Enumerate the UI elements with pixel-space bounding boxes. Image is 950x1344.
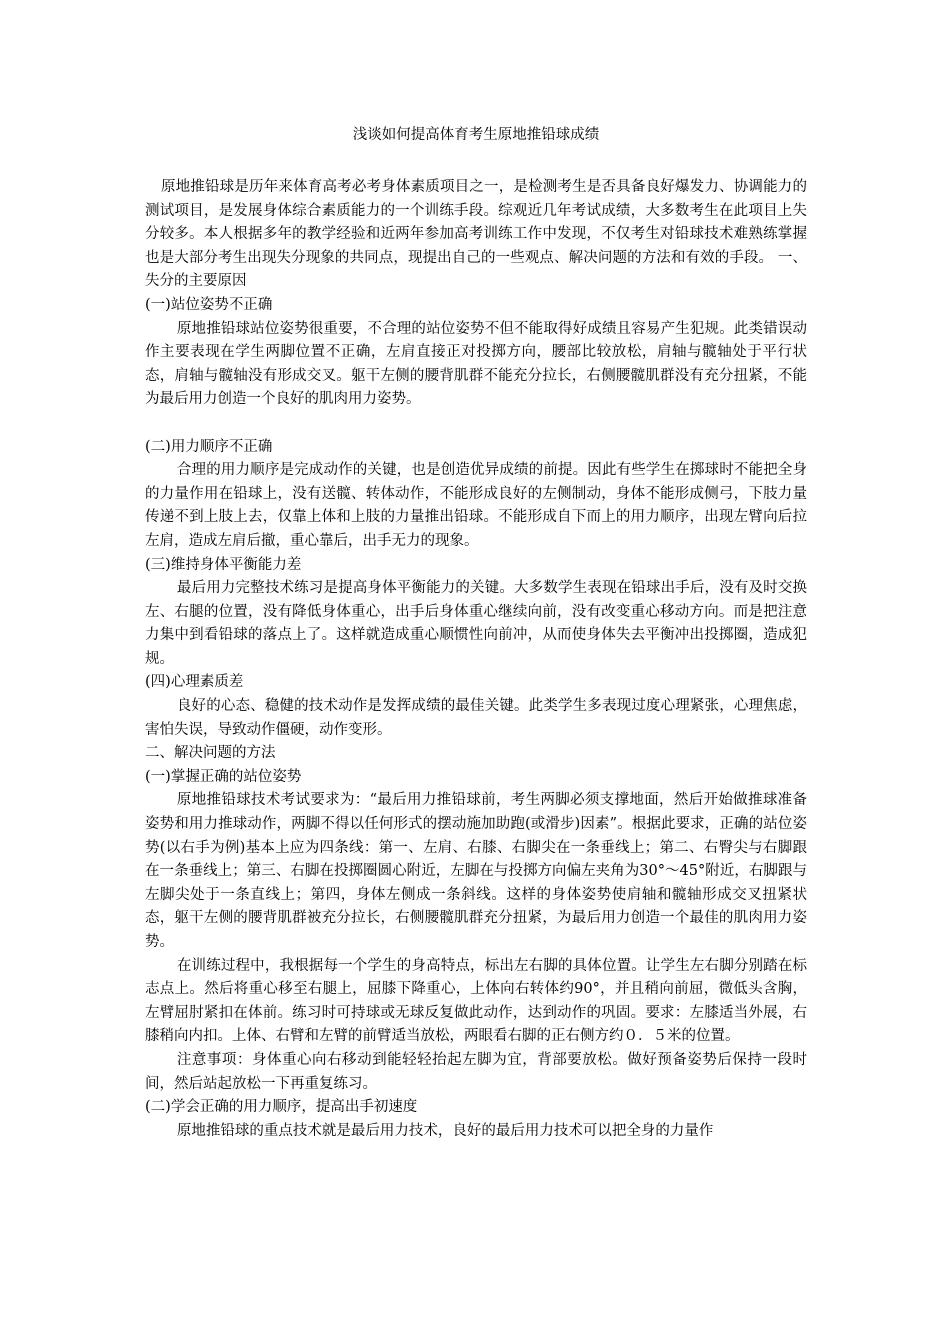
- paragraph-correct-posture-b: 在训练过程中，我根据每一个学生的身高特点，标出左右脚的具体位置。让学生左右脚分别踏在标志点上。然后将重心移至右腿上，屈膝下降重心，上体向右转体约90°，并且稍向前屈，微低头含胸，左臂屈肘紧扣在体前。练习时可持球或无球反复做此动作，达到动作的巩固。要求：左膝适当外展，右膝稍向内扣。上体、右臂和左臂的前臂适当放松，两眼看右脚的正右侧方约０．５米的位置。: [145, 957, 807, 1045]
- document-page: [145, 123, 807, 1143]
- paragraph-correct-force-order: 原地推铅球的重点技术就是最后用力技术，良好的最后用力技术可以把全身的力量作: [176, 1122, 714, 1139]
- paragraph-psychology: 良好的心态、稳健的技术动作是发挥成绩的最佳关键。此类学生多表现过度心理紧张，心理焦虑，害怕失误，导致动作僵硬，动作变形。: [145, 698, 807, 738]
- section-heading-solutions: 二、解决问题的方法: [145, 745, 276, 762]
- paragraph-force-order: 合理的用力顺序是完成动作的关键，也是创造优异成绩的前提。因此有些学生在掷球时不能把全身的力量作用在铅球上，没有送髋、转体动作，不能形成良好的左侧制动，身体不能形成侧弓，下肢力量传递不到上肢上去，仅靠上体和上肢的力量推出铅球。不能形成自下而上的用力顺序，出现左臂向后拉左肩，造成左肩后撤，重心靠后，出手无力的现象。: [145, 462, 807, 549]
- paragraph-correct-posture-a: 原地推铅球技术考试要求为：“最后用力推铅球前，考生两脚必须支撑地面，然后开始做推球准备姿势和用力推球动作，两脚不得以任何形式的摆动施加助跑(或滑步)因素”。根据此要求，正确的站位姿势(以右手为例)基本上应为四条线：第一、左肩、右膝、右脚尖在一条垂线上；第二、右臀尖与右脚跟在一条垂线上；第三、右脚在投掷圈圆心附近，左脚在与投掷方向偏左夹角为30°～45°附近，右脚跟与左脚尖处于一条直线上；第四，身体左侧成一条斜线。这样的身体姿势使肩轴和髋轴形成交叉扭紧状态，躯干左侧的腰背肌群被充分拉长，右侧腰髋肌群充分扭紧，为最后用力创造一个最佳的肌肉用力姿势。: [145, 792, 807, 950]
- paragraph-balance: 最后用力完整技术练习是提高身体平衡能力的关键。大多数学生表现在铅球出手后，没有及时交换左、右腿的位置，没有降低身体重心，出手后身体重心继续向前，没有改变重心移动方向。而是把注意力集中到看铅球的落点上了。这样就造成重心顺惯性向前冲，从而使身体失去平衡冲出投掷圈，造成犯规。: [145, 580, 807, 667]
- section-heading-correct-force-order: (二)学会正确的用力顺序，提高出手初速度: [145, 1099, 418, 1116]
- section-heading-balance: (三)维持身体平衡能力差: [145, 556, 302, 573]
- intro-paragraph: 原地推铅球是历年来体育高考必考身体素质项目之一，是检测考生是否具备良好爆发力、协调能力的测试项目，是发展身体综合素质能力的一个训练手段。综观近几年考试成绩，大多数考生在此项目上失分较多。本人根据多年的教学经验和近两年参加高考训练工作中发现，不仅考生对铅球技术难熟练掌握也是大部分考生出现失分现象的共同点，现提出自己的一些观点、解决问题的方法和有效的手段。 一、失分的主要原因: [145, 179, 807, 290]
- section-heading-psychology: (四)心理素质差: [145, 674, 244, 691]
- section-heading-correct-posture: (一)掌握正确的站位姿势: [145, 768, 302, 785]
- page-title: 浅谈如何提高体育考生原地推铅球成绩: [352, 127, 600, 143]
- paragraph-standing-posture: 原地推铅球站位姿势很重要，不合理的站位姿势不但不能取得好成绩且容易产生犯规。此类错误动作主要表现在学生两脚位置不正确，左肩直接正对投掷方向，腰部比较放松，肩轴与髋轴处于平行状态，肩轴与髋轴没有形成交叉。躯干左侧的腰背肌群不能充分拉长，右侧腰髋肌群没有充分扭紧，不能为最后用力创造一个良好的肌肉用力姿势。: [145, 320, 807, 408]
- paragraph-correct-posture-notes: 注意事项：身体重心向右移动到能轻轻抬起左脚为宜，背部要放松。做好预备姿势后保持一段时间，然后站起放松一下再重复练习。: [145, 1051, 807, 1092]
- section-heading-force-order: (二)用力顺序不正确: [145, 438, 273, 455]
- blank-line: [145, 412, 807, 436]
- section-heading-standing-posture: (一)站位姿势不正确: [145, 296, 273, 313]
